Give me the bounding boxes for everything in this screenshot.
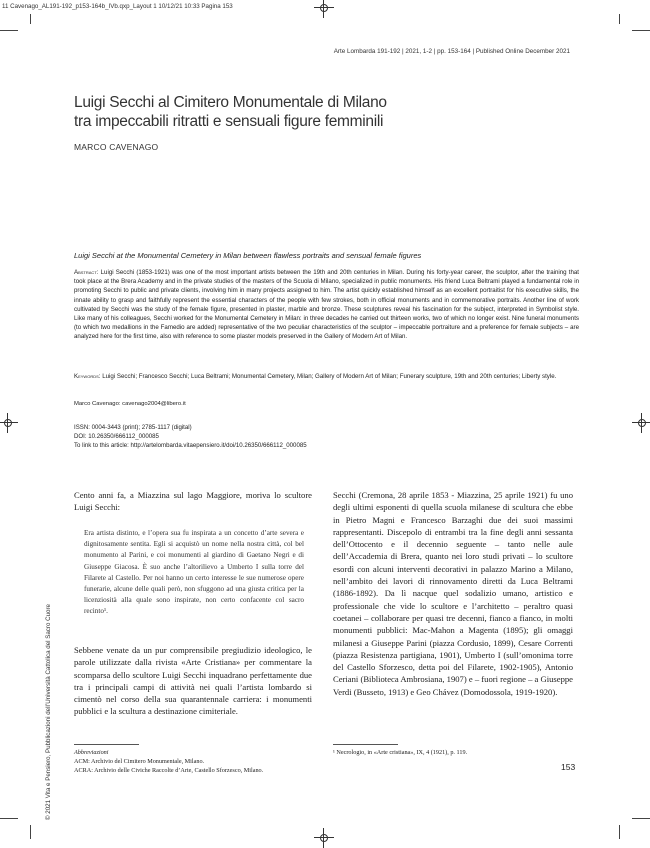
abstract-text: Luigi Secchi (1853-1921) was one of the most important artists between the 19th and 20th centuries in Milan. During his forty-year career, the sculptor, after the training that took place at the Brera Academy and in the private studies of the masters of the Scuola di Milano, specialized in public monuments. His friend Luca Beltrami played a fundamental role in promoting Secchi to public and private clients, involving him in many projects assigned to him. The artist quickly established himself as an excellent portraitist for his executive skills, the innate ability to grasp and faithfully represent the essential characters of the people with few strokes, both in official monuments and in commemorative portraits. Another line of work cultivated by Secchi was the study of the female figure, presented in plaster, marble and bronze. These sculptures reveal his fascination for the subject, interpreted in Symbolist style. Like many of his colleagues, Secchi worked for the Monumental Cemetery in Milan: in three decades he carried out thirteen works, two of which no longer exist. Nine funeral monuments (to which two medallions in the Famedio are added) representative of the two peculiar characteristics of the sculptor – impeccable portraiture and a preference for female subjects – are analyzed here for the first time, also with reference to some plaster models preserved in the Gallery of Modern Art of Milan. <box>74 269 579 341</box>
issn: ISSN: 0004-3443 (print); 2785-1117 (digital) <box>74 424 192 431</box>
registration-mark-icon <box>318 2 330 14</box>
crop-mark <box>619 14 620 24</box>
article-link[interactable]: To link to this article: http://artelombarda.vitaepensiero.it/doi/10.26350/666112_000085 <box>74 442 307 449</box>
abbreviations <box>74 748 334 776</box>
english-title: Luigi Secchi at the Monumental Cemetery in Milan between flawless portraits and sensual female figures <box>74 251 422 260</box>
article-title <box>74 93 574 131</box>
registration-mark-icon <box>636 417 648 429</box>
keywords-label: Keywords: <box>74 373 101 380</box>
author-email[interactable]: Marco Cavenago: cavenago2004@libero.it <box>74 401 186 407</box>
journal-header: Arte Lombarda 191-192 | 2021, 1-2 | pp. 153-164 | Published Online December 2021 <box>333 48 570 55</box>
keywords-text: Luigi Secchi; Francesco Secchi; Luca Beltrami; Monumental Cemetery, Milan; Gallery of Modern Art of Milan; Funerary sculpture, 19th and 20th centuries; Liberty style. <box>102 373 557 380</box>
registration-mark-icon <box>318 832 330 844</box>
block-quote: Era artista distinto, e l’opera sua fu inspirata a un concetto d’arte severa e dignitosamente sentita. Egli si acquistò un nome nella nostra città, col bel monumento al Parini, e coi monumenti al giardino di Gaetano Negri e di Giuseppe Giacosa. È suo anche l’altorilievo a Umberto I sulla torre del Filarete al Castello. Per noi hanno un certo interesse le sue numerose opere funerarie, alcune delle quali però, non sfuggono ad una giusta critica per la licenziosità alla quale sono inspirate, non certo confacente col sacro recinto¹. <box>84 529 304 616</box>
crop-mark <box>619 825 620 839</box>
crop-mark <box>30 14 31 24</box>
slug-line: 11 Cavenago_AL191-192_p153-164b_IVb.qxp_Layout 1 10/12/21 10:33 Pagina 153 <box>2 3 233 10</box>
author-name: MARCO CAVENAGO <box>74 142 159 152</box>
crop-mark <box>0 818 18 819</box>
crop-mark <box>0 30 18 31</box>
footnote-rule <box>333 744 398 745</box>
crop-mark <box>632 30 650 31</box>
page-number: 153 <box>561 762 576 772</box>
doi: DOI: 10.26350/666112_000085 <box>74 433 159 440</box>
crop-mark <box>30 825 31 839</box>
body-column-2: Secchi (Cremona, 28 aprile 1853 - Miazzina, 25 aprile 1921) fu uno degli ultimi esponenti di quella scuola milanese di scultura che ebbe in Pietro Magni e Francesco Barzaghi due dei suoi massimi rappresentanti. Discepolo di entrambi tra la fine degli anni sessanta dell’Ottocento e il decennio seguente – tanto nelle aule dell’Accademia di Brera, quanto nei loro studi privati – lo scultore esordì con alcuni interventi decorativi in palazzo Marino a Milano, nell’ambito dei lavori di rinnovamento diretti da Luca Beltrami (1886-1892). Da lì nacque quel sodalizio umano, artistico e professionale che vide lo scultore e l’architetto – peraltro quasi coetanei – collaborare per quasi tre decenni, fianco a fianco, in molti monumenti pubblici: Mac-Mahon a Magenta (1895); gli omaggi milanesi a Giuseppe Parini (piazza Cordusio, 1899), Cesare Correnti (piazza Resistenza partigiana, 1901), Umberto I (sull’omonima torre del Castello Sforzesco, detta poi del Filarete, 1902-1905), Antonio Ceriani (Biblioteca Ambrosiana, 1907) e – fuori regione – a Giuseppe Verdi (Busseto, 1913) e Geo Chávez (Domodossola, 1919-1920). <box>333 490 573 697</box>
publication-meta <box>74 423 307 450</box>
crop-mark <box>632 818 650 819</box>
abbreviations-heading: Abbreviazioni <box>74 749 109 756</box>
title-line-1: Luigi Secchi al Cimitero Monumentale di Milano <box>74 94 387 111</box>
copyright-side-text: © 2021 Vita e Pensiero, Pubblicazioni dell’Università Cattolica del Sacro Cuore <box>45 604 52 820</box>
registration-mark-icon <box>2 417 14 429</box>
footnote-rule <box>74 744 139 745</box>
abbreviation-line: ACRA: Archivio delle Civiche Raccolte d’Arte, Castello Sforzesco, Milano. <box>74 767 264 775</box>
title-line-2: tra impeccabili ritratti e sensuali figure femminili <box>74 113 384 130</box>
abstract <box>74 268 579 342</box>
body-paragraph-2: Sebbene venate da un pur comprensibile pregiudizio ideologico, le parole utilizzate dalla rivista «Arte Cristiana» per commentare la scomparsa dello scultore Luigi Secchi inquadrano perfettamente due tra i principali campi di attività nei quali l’artista lombardo si cimentò nel corso della sua quarantennale carriera: i monumenti pubblici e la scultura a destinazione cimiteriale. <box>74 645 312 717</box>
abbreviation-line: ACM: Archivio del Cimitero Monumentale, Milano. <box>74 758 205 766</box>
abstract-label: Abstract: <box>74 269 99 276</box>
intro-paragraph: Cento anni fa, a Miazzina sul lago Maggiore, moriva lo scultore Luigi Secchi: <box>74 490 312 513</box>
keywords <box>74 372 579 381</box>
footnote: ¹ Necrologio, in «Arte cristiana», IX, 4 (1921), p. 119. <box>333 749 468 756</box>
